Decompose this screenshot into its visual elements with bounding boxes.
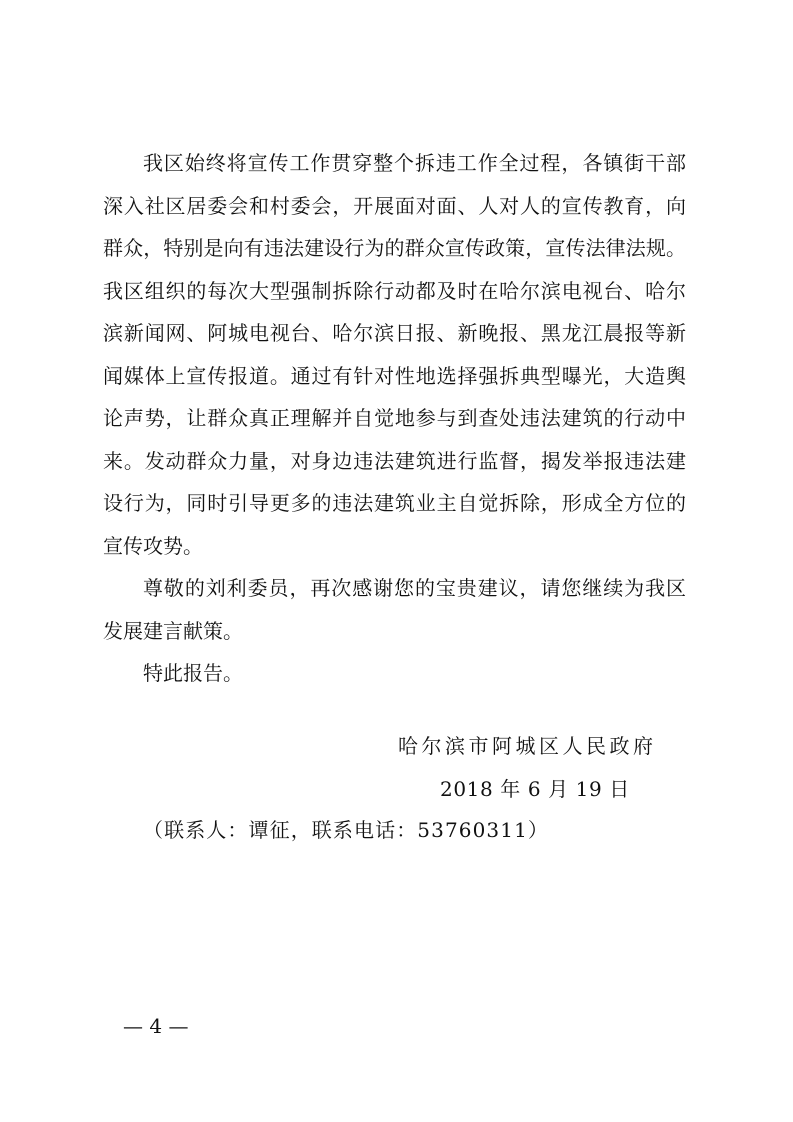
body-line: 宣传攻势。 bbox=[103, 533, 203, 558]
body-line: 发展建言献策。 bbox=[103, 618, 243, 643]
body-line: 闻媒体上宣传报道。通过有针对性地选择强拆典型曝光，大造舆 bbox=[103, 363, 686, 388]
paragraph-publicity bbox=[103, 142, 686, 567]
body-line: 我区始终将宣传工作贯穿整个拆违工作全过程，各镇街干部 bbox=[143, 151, 686, 175]
page-number: — 4 — bbox=[123, 1014, 189, 1038]
paragraph-thanks bbox=[103, 567, 686, 652]
body-line: 滨新闻网、阿城电视台、哈尔滨日报、新晚报、黑龙江晨报等新 bbox=[103, 321, 686, 345]
signature-organization: 哈尔滨市阿城区人民政府 bbox=[398, 734, 657, 758]
body-line: 群众，特别是向有违法建设行为的群众宣传政策，宣传法律法规。 bbox=[103, 236, 686, 260]
body-line: 来。发动群众力量，对身边违法建筑进行监督，揭发举报违法建 bbox=[103, 448, 686, 473]
body-line: 论声势，让群众真正理解并自觉地参与到查处违法建筑的行动中 bbox=[103, 406, 686, 430]
body-line: 设行为，同时引导更多的违法建筑业主自觉拆除，形成全方位的 bbox=[103, 491, 686, 515]
body-line: 尊敬的刘利委员，再次感谢您的宝贵建议，请您继续为我区 bbox=[143, 576, 686, 600]
body-line: 特此报告。 bbox=[143, 661, 243, 685]
document-body bbox=[103, 142, 686, 695]
paragraph-closing bbox=[103, 652, 686, 695]
contact-info: （联系人：谭征，联系电话：53760311） bbox=[143, 818, 549, 842]
signature-date: 2018 年 6 月 19 日 bbox=[440, 777, 630, 801]
body-line: 深入社区居委会和村委会，开展面对面、人对人的宣传教育，向 bbox=[103, 193, 686, 218]
body-line: 我区组织的每次大型强制拆除行动都及时在哈尔滨电视台、哈尔 bbox=[103, 278, 686, 303]
